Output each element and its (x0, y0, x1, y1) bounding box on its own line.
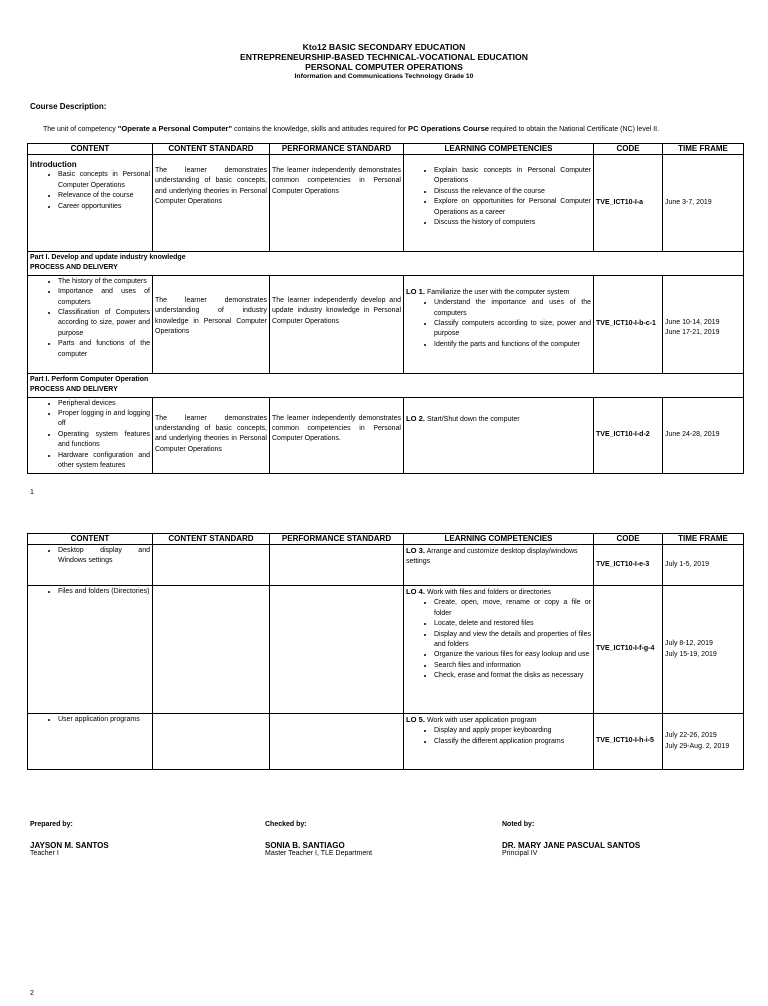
content-list (30, 587, 150, 597)
checked-by-label: Checked by: (265, 821, 307, 828)
list-item: • Hardware configuration and other system features (58, 451, 150, 472)
time-frame-1: June 10-14, 2019 (665, 318, 720, 326)
table-row (28, 275, 744, 373)
checked-by-title: Master Teacher I, TLE Department (265, 850, 373, 857)
lo-label: LO 4. (406, 587, 425, 596)
col-header-time-frame: TIME FRAME (663, 144, 744, 155)
doc-title-line3: PERSONAL COMPUTER OPERATIONS (305, 62, 463, 72)
code-cell: TVE_ICT10-I-a (594, 155, 663, 252)
prepared-by-block (30, 821, 109, 857)
cd-part1: The unit of competency (43, 126, 118, 133)
performance-standard-text: The learner independently demonstrates common competencies in Personal Computer Operations. (272, 414, 401, 443)
competencies-cell (404, 714, 594, 770)
part-title-cell (28, 252, 744, 276)
list-item: • Display and apply proper keyboarding (434, 726, 591, 736)
list-item: • Identify the parts and functions of the computer (434, 340, 591, 350)
col-header-code: CODE (594, 144, 663, 155)
lo-heading (406, 715, 591, 726)
list-item: • Discuss the relevance of the course (434, 187, 591, 197)
noted-by-title: Principal IV (502, 850, 538, 857)
doc-subtitle: Information and Communications Technology Grade 10 (294, 73, 474, 80)
col-header-content: CONTENT (28, 534, 153, 545)
table-row (28, 155, 744, 252)
list-item: • Basic concepts in Personal Computer Operations (58, 170, 150, 191)
cd-part3: required to obtain the National Certificate (NC) level II. (489, 126, 660, 133)
time-frame-2: June 17-21, 2019 (665, 329, 720, 337)
list-item: • Proper logging in and logging off (58, 409, 150, 430)
part-title: Part I. Perform Computer Operation (30, 375, 149, 383)
table-row (28, 545, 744, 586)
performance-standard-cell (270, 714, 404, 770)
competencies-cell (404, 586, 594, 714)
lo-label: LO 5. (406, 715, 425, 724)
content-standard-cell (153, 275, 270, 373)
part-subtitle: PROCESS AND DELIVERY (30, 264, 118, 272)
noted-by-label: Noted by: (502, 821, 535, 828)
time-frame-cell (663, 275, 744, 373)
competencies-cell (404, 545, 594, 586)
content-standard-cell (153, 586, 270, 714)
list-item: • Files and folders (Directories) (58, 587, 150, 597)
competency-list (406, 598, 591, 681)
list-item: • Importance and uses of computers (58, 287, 150, 308)
list-item: • User application programs (58, 715, 150, 725)
content-list (30, 277, 150, 360)
col-header-time-frame: TIME FRAME (663, 534, 744, 545)
prepared-by-name: JAYSON M. SANTOS (30, 841, 109, 850)
code-cell: TVE_ICT10-I-e-3 (594, 545, 663, 586)
content-standard-cell (153, 155, 270, 252)
list-item: • Locate, delete and restored files (434, 619, 591, 629)
content-cell (28, 586, 153, 714)
list-item: • Classify computers according to size, power and purpose (434, 319, 591, 340)
performance-standard-cell (270, 586, 404, 714)
performance-standard-cell (270, 397, 404, 473)
list-item: • Search files and information (434, 661, 591, 671)
content-cell (28, 275, 153, 373)
performance-standard-cell (270, 275, 404, 373)
page-number: 2 (30, 990, 34, 997)
cd-unit: "Operate a Personal Computer" (117, 124, 233, 133)
table-header-row (28, 144, 744, 155)
col-header-performance-standard: PERFORMANCE STANDARD (270, 144, 404, 155)
table-header-row (28, 534, 744, 545)
course-description-text (43, 124, 659, 133)
col-header-code: CODE (594, 534, 663, 545)
time-frame-cell: June 24-28, 2019 (663, 397, 744, 473)
list-item: • Discuss the history of computers (434, 218, 591, 228)
content-standard-text: The learner demonstrates understanding of industry knowledge in Personal Computer Operations (155, 296, 267, 336)
lo-heading (406, 587, 591, 598)
lo-heading (406, 546, 591, 568)
cd-part2: contains the knowledge, skills and attitudes required for (232, 126, 408, 133)
competencies-cell (404, 155, 594, 252)
part-title: Part I. Develop and update industry knowledge (30, 254, 186, 261)
content-standard-cell (153, 545, 270, 586)
curriculum-table-2 (27, 533, 744, 770)
list-item: • Classification of Computers according to size, power and purpose (58, 308, 150, 339)
part-title-cell (28, 373, 744, 397)
content-standard-cell (153, 714, 270, 770)
content-standard-text: The learner demonstrates understanding of basic concepts, and underlying theories in Personal Computer Operations (155, 167, 267, 206)
list-item: • Explain basic concepts in Personal Computer Operations (434, 166, 591, 187)
list-item: • The history of the computers (58, 277, 150, 287)
code-cell: TVE_ICT10-I-h-i-5 (594, 714, 663, 770)
time-frame-cell (663, 714, 744, 770)
part-title-row (28, 373, 744, 397)
col-header-learning-competencies: LEARNING COMPETENCIES (404, 144, 594, 155)
col-header-performance-standard: PERFORMANCE STANDARD (270, 534, 404, 545)
time-frame-1: July 8-12, 2019 (665, 640, 713, 648)
list-item: • Peripheral devices (58, 399, 150, 409)
table-row (28, 586, 744, 714)
doc-title-line2: ENTREPRENEURSHIP-BASED TECHNICAL-VOCATIONAL EDUCATION (240, 52, 528, 62)
competency-list (406, 166, 591, 228)
lo-label: LO 1. (406, 286, 425, 296)
list-item: • Desktop display and Windows settings (58, 546, 150, 567)
content-cell (28, 155, 153, 252)
cd-course: PC Operations Course (408, 124, 490, 133)
code-cell: TVE_ICT10-I-d-2 (594, 397, 663, 473)
list-item: • Check, erase and format the disks as necessary (434, 671, 591, 681)
content-list (30, 170, 150, 212)
col-header-content: CONTENT (28, 144, 153, 155)
noted-by-name: DR. MARY JANE PASCUAL SANTOS (502, 841, 641, 850)
lo-text: Arrange and customize desktop display/windows settings (406, 548, 578, 566)
list-item: • Classify the different application programs (434, 737, 591, 747)
part-title-row (28, 252, 744, 276)
intro-title: Introduction (30, 160, 77, 169)
time-frame-cell: July 1-5, 2019 (663, 545, 744, 586)
content-list (30, 715, 150, 725)
time-frame-2: July 29-Aug. 2, 2019 (665, 742, 730, 750)
list-item: • Relevance of the course (58, 191, 150, 201)
list-item: • Career opportunities (58, 202, 150, 212)
doc-title-line1: Kto12 BASIC SECONDARY EDUCATION (302, 42, 466, 52)
lo-text: Work with user application program (426, 717, 537, 724)
course-description-label: Course Description: (30, 102, 107, 111)
lo-text: Familiarize the user with the computer system (426, 288, 570, 296)
content-cell (28, 397, 153, 473)
time-frame-2: July 15-19, 2019 (665, 650, 717, 658)
col-header-content-standard: CONTENT STANDARD (153, 534, 270, 545)
time-frame-1: July 22-26, 2019 (665, 732, 717, 740)
lo-heading (406, 287, 591, 298)
content-cell (28, 714, 153, 770)
code-cell: TVE_ICT10-I-f-g-4 (594, 586, 663, 714)
noted-by-block (502, 821, 640, 857)
competencies-cell (404, 275, 594, 373)
list-item: • Understand the importance and uses of the computers (434, 298, 591, 319)
list-item: • Explore on opportunities for Personal Computer Operations as a career (434, 197, 591, 218)
prepared-by-label: Prepared by: (30, 821, 73, 828)
lo-label: LO 2. (406, 413, 425, 423)
col-header-learning-competencies: LEARNING COMPETENCIES (404, 534, 594, 545)
lo-text: Work with files and folders or directories (426, 589, 551, 596)
part-subtitle: PROCESS AND DELIVERY (30, 386, 118, 394)
list-item: • Display and view the details and properties of files and folders (434, 630, 591, 651)
col-header-content-standard: CONTENT STANDARD (153, 144, 270, 155)
content-cell (28, 545, 153, 586)
list-item: • Create, open, move, rename or copy a file or folder (434, 598, 591, 619)
time-frame-cell: June 3-7, 2019 (663, 155, 744, 252)
list-item: • Operating system features and functions (58, 430, 150, 451)
performance-standard-cell (270, 155, 404, 252)
prepared-by-title: Teacher I (30, 850, 59, 857)
curriculum-table-1 (27, 143, 744, 474)
page-number: 1 (30, 489, 34, 496)
content-standard-cell (153, 397, 270, 473)
lo-text: Start/Shut down the computer (426, 415, 520, 423)
table-row (28, 714, 744, 770)
code-cell: TVE_ICT10-I-b-c-1 (594, 275, 663, 373)
competency-list (406, 298, 591, 350)
content-standard-text: The learner demonstrates understanding of basic concepts, and underlying theories in Personal Computer Operations (155, 414, 267, 453)
content-list (30, 399, 150, 472)
list-item: • Organize the various files for easy lookup and use (434, 650, 591, 660)
content-list (30, 546, 150, 567)
performance-standard-text: The learner independently demonstrates common competencies in Personal Computer Operations (272, 167, 401, 195)
time-frame-cell (663, 586, 744, 714)
table-row (28, 397, 744, 473)
competency-list (406, 726, 591, 747)
checked-by-name: SONIA B. SANTIAGO (265, 841, 345, 850)
lo-heading (406, 414, 591, 425)
competencies-cell (404, 397, 594, 473)
checked-by-block (265, 821, 372, 857)
performance-standard-cell (270, 545, 404, 586)
performance-standard-text: The learner independently develop and update industry knowledge in Personal Computer Operations (272, 296, 401, 325)
list-item: • Parts and functions of the computer (58, 339, 150, 360)
lo-label: LO 3. (406, 546, 425, 555)
